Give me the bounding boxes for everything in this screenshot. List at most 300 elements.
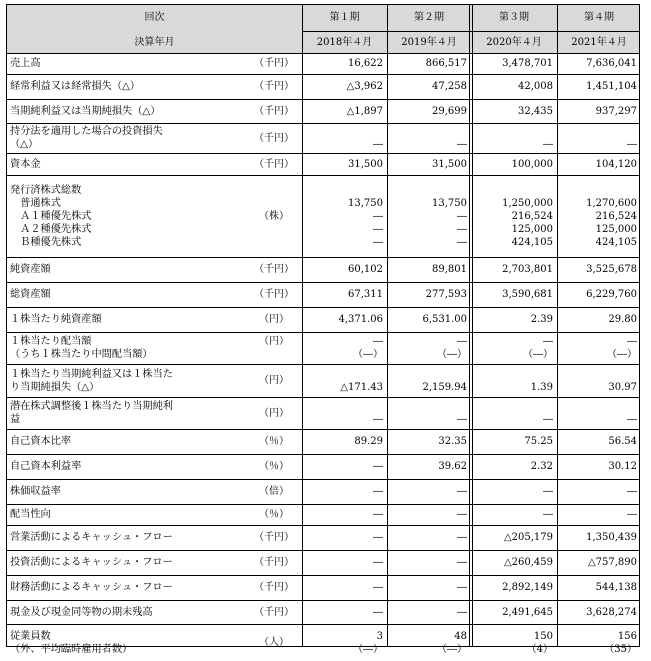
value-text: △1,897	[346, 106, 383, 117]
value-cell-period-1	[302, 575, 387, 600]
row-unit-text	[246, 348, 302, 361]
value-cell-period-2	[387, 53, 471, 74]
value-cell-period-3	[471, 525, 557, 550]
value-text: 937,297	[595, 106, 637, 117]
value-text: 2.39	[530, 314, 553, 325]
value-cell-period-3	[471, 624, 557, 661]
row-label	[7, 525, 246, 550]
value-text: 32,435	[518, 106, 553, 117]
value-text: ―	[373, 461, 383, 472]
row-label-text: 株価収益率	[10, 486, 61, 497]
value-text: ―	[373, 509, 383, 520]
row-label-text: 純資産額	[10, 264, 51, 275]
value-text: ―	[543, 486, 553, 497]
value-text: （―）	[437, 349, 467, 360]
value-text: ―	[373, 532, 383, 543]
value-cell-period-1	[302, 282, 387, 307]
value-text: （―）	[607, 349, 637, 360]
value-cell-period-2	[387, 525, 471, 550]
row-label-text: Ａ１種優先株式	[10, 211, 92, 222]
value-text: ―	[373, 557, 383, 568]
value-text: ―	[627, 336, 637, 347]
value-cell-period-3	[471, 504, 557, 525]
row-unit-text: （千円）	[254, 81, 294, 92]
row-label-text: 当期純利益又は当期純損失（△）	[10, 106, 161, 117]
table-row	[7, 397, 639, 429]
value-cell-period-3	[471, 53, 557, 74]
row-unit-text: （人）	[259, 637, 289, 648]
row-label-text: 投資活動によるキャッシュ・フロー	[10, 557, 173, 568]
value-text: 1.39	[530, 382, 553, 393]
header-period-4: 第４期	[584, 12, 614, 23]
value-cell-period-3	[471, 307, 557, 332]
value-text: 29,699	[432, 106, 467, 117]
value-cell-period-4	[557, 282, 641, 307]
value-text: ―	[457, 607, 467, 618]
row-unit-text: （株）	[259, 211, 289, 222]
value-text: ―	[457, 139, 467, 150]
row-label	[7, 624, 246, 661]
table-row	[7, 600, 639, 624]
value-text: 2,892,149	[502, 582, 553, 593]
row-unit-text	[246, 236, 302, 249]
table-row	[7, 257, 639, 282]
row-label	[7, 479, 246, 504]
row-label-text: 配当性向	[10, 509, 51, 520]
table-row	[7, 550, 639, 575]
row-divider	[302, 31, 639, 32]
row-unit	[246, 175, 302, 257]
header-bottom-rule	[7, 53, 639, 54]
value-cell-period-1	[302, 364, 387, 397]
value-cell-period-4	[557, 332, 641, 364]
value-text: ―	[457, 532, 467, 543]
value-cell-period-1	[302, 624, 387, 661]
value-cell-period-2	[387, 99, 471, 123]
value-text: ―	[373, 211, 383, 222]
header-period-2: 第２期	[414, 12, 444, 23]
value-cell-period-3	[471, 123, 557, 153]
value-cell-period-3	[471, 454, 557, 479]
row-unit	[246, 525, 302, 550]
value-cell-period-3	[471, 175, 557, 257]
row-unit-text: （円）	[259, 408, 289, 419]
value-cell-period-1	[302, 550, 387, 575]
row-label	[7, 575, 246, 600]
row-unit-text: （千円）	[254, 582, 294, 593]
row-unit	[246, 153, 302, 175]
value-text: ―	[627, 414, 637, 425]
table-row	[7, 123, 639, 153]
value-cell-period-2	[387, 307, 471, 332]
value-cell-period-2	[387, 575, 471, 600]
header-title-label: 回次	[144, 12, 165, 23]
row-label	[7, 99, 246, 123]
value-text: △757,890	[587, 557, 637, 568]
value-cell-period-4	[557, 397, 641, 429]
value-cell-period-3	[471, 153, 557, 175]
table-row	[7, 332, 639, 364]
row-label	[7, 364, 246, 397]
financial-summary-table	[6, 4, 640, 655]
value-text: 13,750	[432, 198, 467, 209]
table-row	[7, 429, 639, 454]
value-cell-period-4	[557, 504, 641, 525]
row-label-text: （うち１株当たり中間配当額）	[10, 349, 153, 360]
value-text: △260,459	[503, 557, 553, 568]
value-text: ―	[457, 414, 467, 425]
value-cell-period-1	[302, 53, 387, 74]
row-unit-text: （％）	[259, 509, 289, 520]
row-label	[7, 550, 246, 575]
row-unit	[246, 575, 302, 600]
value-text: 48	[454, 631, 467, 642]
value-cell-period-1	[302, 429, 387, 454]
row-label-text: り当期純損失（△）	[10, 382, 100, 393]
row-label	[7, 504, 246, 525]
row-label	[7, 153, 246, 175]
value-cell-period-4	[557, 624, 641, 661]
row-unit	[246, 624, 302, 661]
value-cell-period-4	[557, 454, 641, 479]
row-unit-text: （％）	[259, 436, 289, 447]
value-text: 6,229,760	[586, 289, 637, 300]
value-text: ―	[373, 139, 383, 150]
value-text: ―	[457, 224, 467, 235]
header-date-1: 2018年４月	[316, 37, 373, 48]
value-cell-period-3	[471, 282, 557, 307]
header-date-label: 決算年月	[134, 37, 175, 48]
table-row	[7, 53, 639, 74]
header-row-date	[7, 31, 639, 53]
value-cell-period-2	[387, 479, 471, 504]
value-text: 89.29	[354, 436, 383, 447]
value-cell-period-1	[302, 454, 387, 479]
value-text: ―	[457, 557, 467, 568]
value-cell-period-1	[302, 74, 387, 99]
row-label-text: 財務活動によるキャッシュ・フロー	[10, 582, 173, 593]
row-label	[7, 429, 246, 454]
value-text: 29.80	[608, 314, 637, 325]
header-title-cell	[7, 5, 302, 31]
value-cell-period-4	[557, 575, 641, 600]
value-text: 150	[533, 631, 553, 642]
row-label-text: 総資産額	[10, 289, 51, 300]
value-cell-period-4	[557, 74, 641, 99]
row-unit-text: （千円）	[254, 58, 294, 69]
row-label	[7, 53, 246, 74]
header-row-period	[7, 5, 639, 31]
row-unit-text: （千円）	[254, 264, 294, 275]
row-label	[7, 175, 246, 257]
row-unit	[246, 600, 302, 624]
value-cell-period-2	[387, 454, 471, 479]
value-text: ―	[543, 414, 553, 425]
column-divider	[557, 5, 558, 646]
value-text	[557, 184, 637, 197]
header-period-3: 第３期	[499, 12, 529, 23]
row-unit	[246, 479, 302, 504]
table-row	[7, 282, 639, 307]
value-text: （4）	[526, 644, 553, 655]
value-text: 277,593	[425, 289, 467, 300]
row-unit-text: （千円）	[254, 159, 294, 170]
value-cell-period-4	[557, 479, 641, 504]
value-cell-period-1	[302, 257, 387, 282]
row-unit-text: （千円）	[254, 607, 294, 618]
table-row	[7, 624, 639, 661]
value-cell-period-2	[387, 74, 471, 99]
row-label-text: 従業員数	[10, 631, 51, 642]
value-text: 75.25	[524, 436, 553, 447]
value-cell-period-2	[387, 282, 471, 307]
row-label	[7, 123, 246, 153]
table-row	[7, 479, 639, 504]
row-unit	[246, 332, 302, 364]
row-unit-text: （千円）	[254, 289, 294, 300]
value-cell-period-4	[557, 550, 641, 575]
value-cell-period-3	[471, 397, 557, 429]
row-unit-text: （円）	[259, 336, 289, 347]
header-date-3: 2020年４月	[486, 37, 542, 48]
table-row	[7, 454, 639, 479]
table-row	[7, 74, 639, 99]
value-cell-period-2	[387, 175, 471, 257]
value-cell-period-2	[387, 397, 471, 429]
value-cell-period-4	[557, 525, 641, 550]
row-unit-text	[246, 184, 302, 197]
value-text	[471, 184, 553, 197]
value-text: 3,628,274	[586, 607, 637, 618]
value-text: 424,105	[511, 237, 553, 248]
value-text: ―	[373, 486, 383, 497]
value-text: （―）	[353, 644, 383, 655]
row-label-text: Ａ２種優先株式	[10, 224, 92, 235]
value-cell-period-2	[387, 550, 471, 575]
value-text: 544,138	[595, 582, 637, 593]
value-cell-period-4	[557, 153, 641, 175]
value-cell-period-3	[471, 600, 557, 624]
row-unit-text: （％）	[259, 461, 289, 472]
value-cell-period-1	[302, 332, 387, 364]
row-unit	[246, 550, 302, 575]
value-text: ―	[373, 336, 383, 347]
row-unit	[246, 307, 302, 332]
row-unit-text	[246, 223, 302, 236]
value-text: ―	[457, 336, 467, 347]
row-label-text: 益	[10, 414, 21, 425]
value-text: 3,590,681	[502, 289, 553, 300]
value-cell-period-1	[302, 99, 387, 123]
value-cell-period-4	[557, 429, 641, 454]
value-text: 1,451,104	[586, 81, 637, 92]
value-text: 42,008	[518, 81, 553, 92]
value-text: （―）	[523, 349, 553, 360]
column-divider-double	[472, 5, 473, 646]
row-unit	[246, 257, 302, 282]
value-text: ―	[627, 509, 637, 520]
value-cell-period-2	[387, 153, 471, 175]
value-text: 31,500	[432, 159, 467, 170]
value-text: 104,120	[595, 159, 637, 170]
value-text: ―	[627, 139, 637, 150]
value-text: 866,517	[425, 58, 467, 69]
value-cell-period-3	[471, 550, 557, 575]
value-cell-period-3	[471, 257, 557, 282]
value-text: 2.32	[530, 461, 553, 472]
value-text: 216,524	[595, 211, 637, 222]
value-cell-period-4	[557, 53, 641, 74]
table-row	[7, 99, 639, 123]
value-text: 2,159.94	[422, 382, 467, 393]
value-cell-period-2	[387, 332, 471, 364]
value-text: 16,622	[348, 58, 383, 69]
value-text: 2,491,645	[502, 607, 553, 618]
value-text: 125,000	[511, 224, 553, 235]
value-text: △171.43	[340, 382, 383, 393]
value-text: ―	[543, 336, 553, 347]
value-text: 31,500	[348, 159, 383, 170]
row-unit-text: （円）	[259, 314, 289, 325]
table-row	[7, 307, 639, 332]
row-label-text: 持分法を適用した場合の投資損失	[10, 126, 163, 137]
row-label-text: 潜在株式調整後１株当たり当期純利	[10, 401, 173, 412]
value-cell-period-4	[557, 123, 641, 153]
header-date-2: 2019年４月	[401, 37, 457, 48]
row-unit-text: （千円）	[254, 532, 294, 543]
value-text: （―）	[437, 644, 467, 655]
value-text: 125,000	[595, 224, 637, 235]
value-text: 100,000	[511, 159, 553, 170]
value-cell-period-1	[302, 307, 387, 332]
row-label-text: 営業活動によるキャッシュ・フロー	[10, 532, 173, 543]
row-label	[7, 74, 246, 99]
value-cell-period-4	[557, 257, 641, 282]
header-period-1: 第１期	[329, 12, 360, 23]
value-text: ―	[543, 139, 553, 150]
table-row	[7, 153, 639, 175]
value-text: 7,636,041	[586, 58, 637, 69]
value-cell-period-2	[387, 624, 471, 661]
table-row	[7, 504, 639, 525]
value-text: 2,703,801	[502, 264, 553, 275]
row-unit-text: （千円）	[254, 133, 294, 144]
value-text: △3,962	[346, 81, 383, 92]
value-text: 39.62	[438, 461, 467, 472]
header-date-4: 2021年４月	[571, 37, 627, 48]
value-text: 67,311	[348, 289, 383, 300]
value-text: 32.35	[438, 436, 467, 447]
value-cell-period-2	[387, 504, 471, 525]
value-text: ―	[373, 237, 383, 248]
value-text: 424,105	[595, 237, 637, 248]
row-unit	[246, 504, 302, 525]
row-label	[7, 257, 246, 282]
value-text: 89,801	[432, 264, 467, 275]
value-cell-period-3	[471, 99, 557, 123]
value-cell-period-3	[471, 364, 557, 397]
value-cell-period-1	[302, 600, 387, 624]
value-text: ―	[457, 211, 467, 222]
value-text: ―	[373, 607, 383, 618]
row-unit	[246, 397, 302, 429]
row-label-text: １株当たり当期純利益又は１株当た	[10, 369, 173, 380]
value-cell-period-2	[387, 429, 471, 454]
row-label	[7, 332, 246, 364]
value-cell-period-2	[387, 364, 471, 397]
value-cell-period-4	[557, 600, 641, 624]
column-divider-double	[469, 5, 470, 646]
row-label-text: １株当たり配当額	[10, 336, 92, 347]
value-cell-period-3	[471, 429, 557, 454]
value-text: 6,531.00	[422, 314, 467, 325]
value-text: 60,102	[348, 264, 383, 275]
row-label-text: 売上高	[10, 58, 41, 69]
value-text: 3	[376, 631, 383, 642]
value-text	[387, 184, 467, 197]
value-cell-period-3	[471, 332, 557, 364]
value-text: ―	[373, 582, 383, 593]
value-cell-period-1	[302, 153, 387, 175]
value-cell-period-4	[557, 307, 641, 332]
value-cell-period-2	[387, 600, 471, 624]
row-label-text: 発行済株式総数	[10, 185, 82, 196]
value-cell-period-1	[302, 175, 387, 257]
table-row	[7, 364, 639, 397]
row-unit	[246, 123, 302, 153]
value-text: （―）	[353, 349, 383, 360]
row-unit	[246, 74, 302, 99]
value-text: △205,179	[503, 532, 553, 543]
value-text: 1,270,600	[586, 198, 637, 209]
row-unit	[246, 429, 302, 454]
value-cell-period-2	[387, 257, 471, 282]
row-label	[7, 397, 246, 429]
value-text: 56.54	[608, 436, 637, 447]
value-text: 30.12	[608, 461, 637, 472]
row-unit	[246, 364, 302, 397]
value-cell-period-3	[471, 479, 557, 504]
row-unit-text: （千円）	[254, 557, 294, 568]
row-unit	[246, 53, 302, 74]
row-label	[7, 282, 246, 307]
column-divider	[387, 5, 388, 646]
value-cell-period-4	[557, 99, 641, 123]
row-unit	[246, 454, 302, 479]
value-cell-period-1	[302, 479, 387, 504]
row-label-text: 資本金	[10, 159, 41, 170]
row-unit-text: （円）	[259, 375, 289, 386]
value-text: ―	[373, 414, 383, 425]
row-label-text: （△）	[10, 139, 39, 150]
row-label-text: 現金及び現金同等物の期末残高	[10, 607, 153, 618]
value-text: ―	[457, 237, 467, 248]
value-text: 156	[617, 631, 637, 642]
value-cell-period-1	[302, 123, 387, 153]
table-row	[7, 575, 639, 600]
value-text: 3,478,701	[502, 58, 553, 69]
row-unit	[246, 99, 302, 123]
row-label-text: Ｂ種優先株式	[10, 237, 82, 248]
row-unit-text: （千円）	[254, 106, 294, 117]
value-text: ―	[373, 224, 383, 235]
value-cell-period-2	[387, 123, 471, 153]
row-unit-text	[246, 197, 302, 210]
row-label-text: 自己資本比率	[10, 436, 72, 447]
row-label	[7, 454, 246, 479]
row-label-text: 普通株式	[10, 198, 61, 209]
value-text: ―	[457, 582, 467, 593]
